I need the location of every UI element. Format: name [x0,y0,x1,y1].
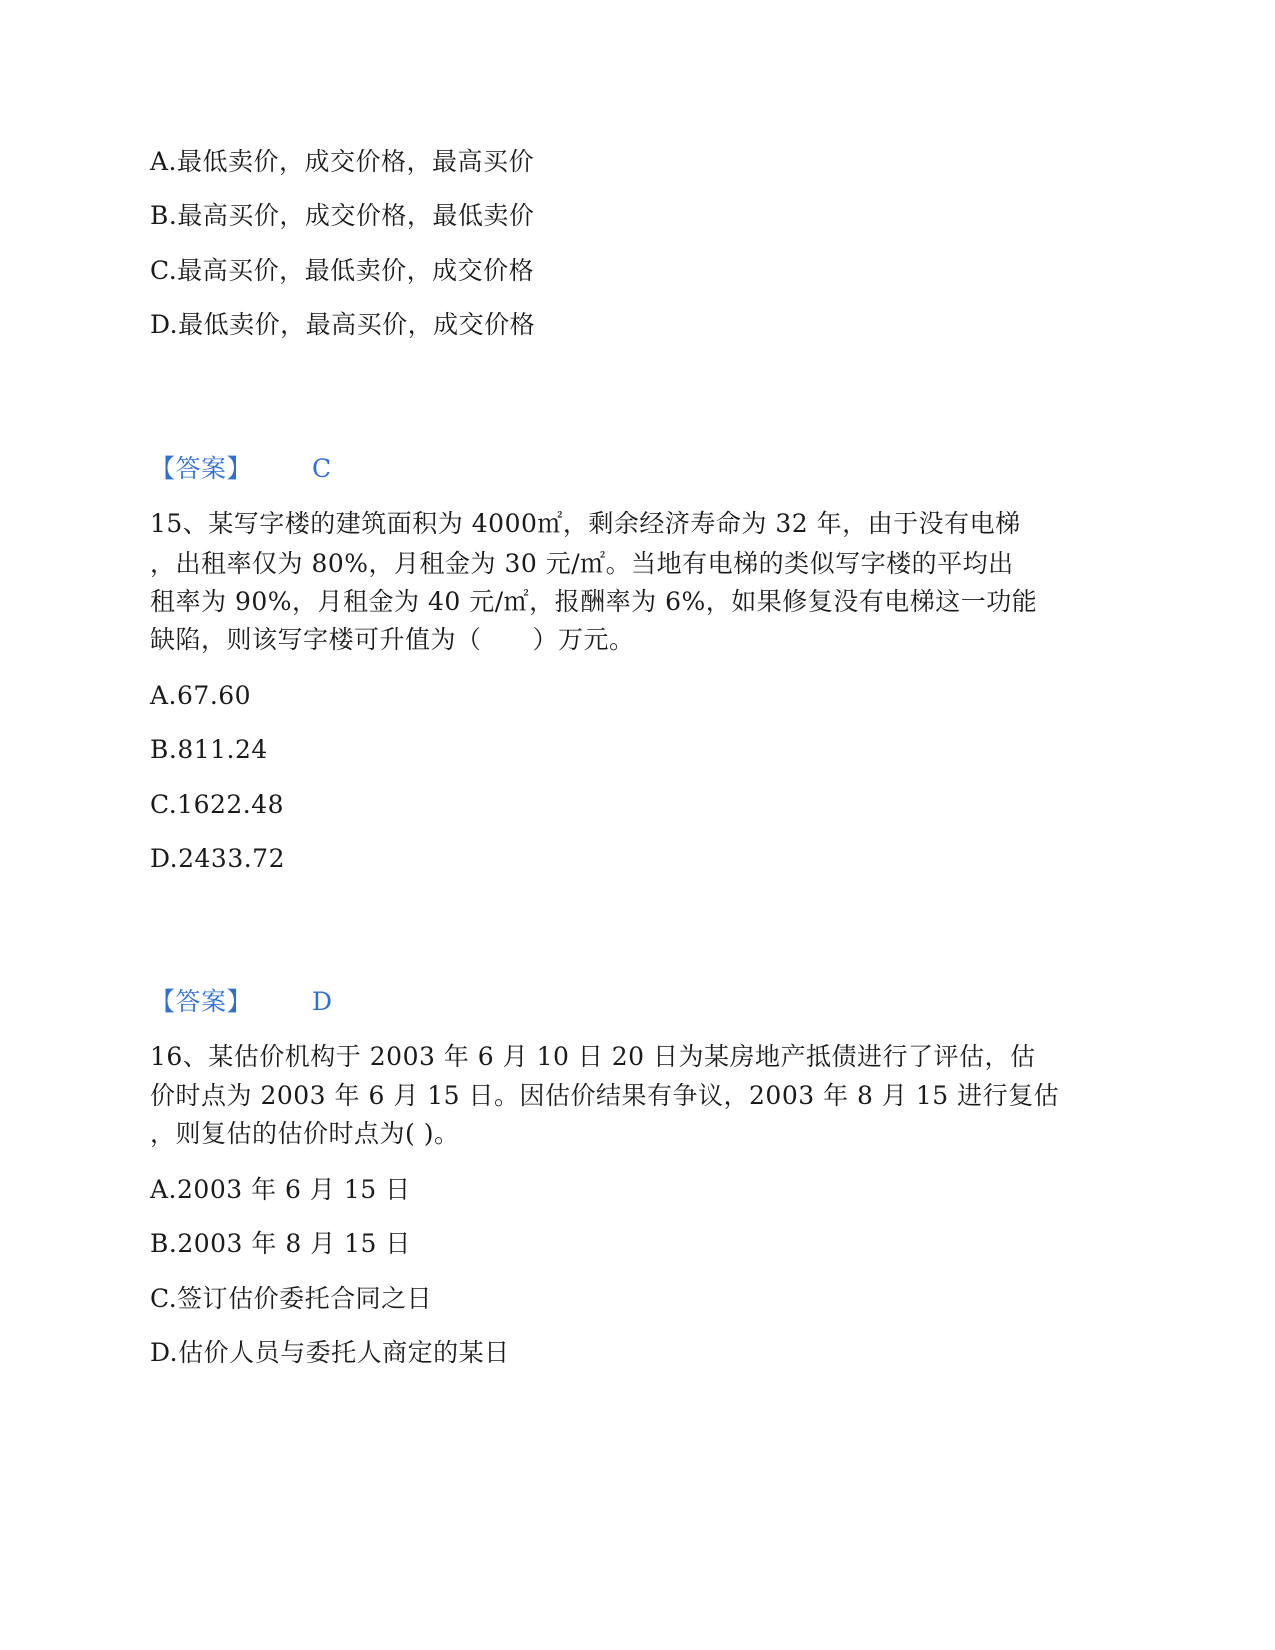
q16-option-d: D.估价人员与委托人商定的某日 [150,1338,510,1367]
option-c: C.最高买价，最低卖价，成交价格 [150,256,535,285]
q15-option-c: C.1622.48 [150,790,285,819]
question-16-line-2: 价时点为 2003 年 6 月 15 日。因估价结果有争议，2003 年 8 月 15 进行复估 [150,1081,1060,1110]
q15-option-d: D.2433.72 [150,844,285,873]
q15-option-b: B.811.24 [150,735,268,764]
q16-option-b: B.2003 年 8 月 15 日 [150,1229,411,1258]
question-15-line-4: 缺陷，则该写字楼可升值为（ ）万元。 [150,625,635,654]
option-b: B.最高买价，成交价格，最低卖价 [150,201,535,230]
answer-row-15 [150,986,333,1018]
answer-label-15: 【答案】 [150,987,253,1016]
question-15-line-2: ，出租率仅为 80%，月租金为 30 元/㎡。当地有电梯的类似写字楼的平均出 [150,549,1014,578]
option-a: A.最低卖价，成交价格，最高买价 [150,147,535,176]
option-d: D.最低卖价，最高买价，成交价格 [150,310,536,339]
answer-value: C [312,454,332,483]
question-15-line-1: 15、某写字楼的建筑面积为 4000㎡，剩余经济寿命为 32 年，由于没有电梯 [150,509,1021,538]
question-16-line-1: 16、某估价机构于 2003 年 6 月 10 日 20 日为某房地产抵债进行了评估，估 [150,1042,1036,1071]
q15-option-a: A.67.60 [150,681,252,710]
question-16-line-3: ，则复估的估价时点为( )。 [150,1119,460,1148]
answer-value-15: D [312,987,333,1016]
q16-option-c: C.签订估价委托合同之日 [150,1284,433,1313]
question-15-line-3: 租率为 90%，月租金为 40 元/㎡，报酬率为 6%，如果修复没有电梯这一功能 [150,587,1038,616]
answer-row [150,453,332,485]
q16-option-a: A.2003 年 6 月 15 日 [150,1175,411,1204]
answer-label: 【答案】 [150,454,253,483]
